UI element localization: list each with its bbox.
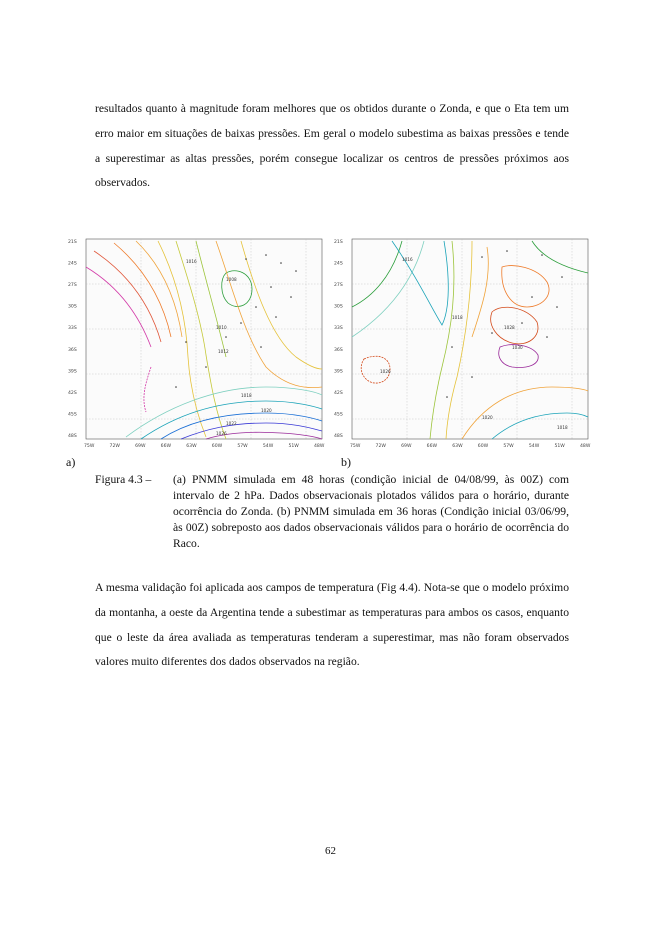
y-tick-label: 21S [68, 240, 77, 245]
y-tick-label: 30S [334, 304, 343, 310]
contour-label: 1008 [226, 277, 237, 282]
contour-label: 1018 [241, 393, 252, 398]
x-tick-label: 63W [452, 444, 463, 449]
y-tick-label: 24S [334, 261, 343, 267]
body-paragraph-1: resultados quanto à magnitude foram melhores que os obtidos durante o Zonda, e que o Eta tem um erro maior em situações de baixas pressões. Em geral o modelo subestima as baixas pressões e tende a superestimar as altas pressões, porém consegue localizar os centros de pressões próximos aos observados. [95, 102, 569, 190]
contour-label: 1016 [186, 259, 197, 264]
figure-panel-label-a: a) [66, 455, 76, 469]
contour-label: 1018 [452, 315, 463, 320]
y-tick-label: 33S [68, 326, 77, 332]
x-tick-label: 60W [211, 444, 223, 449]
caption-body: (a) PNMM simulada em 48 horas (condição inicial de 04/08/99, às 00Z) com intervalo de 2 hPa. Dados observacionais plotados válidos para o horário, durante ocorrência do Zonda. (b) PNMM simulada em 36 horas (Condição inicial 03/06/99, às 00Z) sobreposto aos dados observacionais válidos para o horário de ocorrência do Raco. [173, 473, 569, 550]
y-tick-label: 36S [68, 347, 77, 353]
contour-label: 1026 [216, 431, 227, 436]
y-tick-label: 45S [68, 412, 77, 418]
y-tick-label: 21S [334, 240, 343, 245]
x-tick-label: 48W [314, 444, 325, 449]
y-tick-label: 33S [334, 326, 343, 332]
x-tick-label: 54W [262, 444, 274, 449]
y-tick-label: 24S [68, 261, 77, 267]
contour-label: 1020 [482, 415, 493, 420]
contour-label: 1026 [380, 369, 391, 374]
pressure-map-b [332, 237, 594, 449]
caption-lead: Figura 4.3 – [95, 473, 152, 486]
contour-label: 1016 [402, 257, 413, 262]
contour-label: 1018 [557, 425, 568, 430]
x-tick-label: 66W [160, 444, 172, 449]
y-tick-label: 30S [68, 304, 77, 310]
x-tick-label: 66W [426, 444, 438, 449]
y-tick-label: 48S [68, 434, 77, 439]
x-tick-label: 63W [186, 444, 197, 449]
y-tick-label: 36S [334, 347, 343, 353]
y-tick-label: 27S [68, 283, 77, 289]
x-tick-label: 75W [84, 444, 95, 449]
y-tick-label: 39S [334, 369, 343, 375]
y-tick-label: 45S [334, 412, 343, 418]
contour-label: 1022 [226, 421, 237, 426]
figure-panel-label-b: b) [341, 455, 351, 469]
page-number: 62 [325, 845, 336, 857]
contour-label: 1020 [261, 408, 272, 413]
contour-label: 1028 [504, 325, 515, 330]
x-tick-label: 60W [477, 444, 489, 449]
x-tick-label: 69W [135, 444, 146, 449]
x-tick-label: 72W [375, 444, 386, 449]
y-tick-label: 27S [334, 283, 343, 289]
y-tick-label: 39S [68, 369, 77, 375]
x-tick-label: 69W [401, 444, 412, 449]
x-tick-label: 48W [580, 444, 591, 449]
x-tick-label: 54W [528, 444, 540, 449]
contour-label: 1030 [512, 345, 523, 350]
y-tick-label: 48S [334, 434, 343, 439]
x-tick-label: 51W [288, 444, 299, 449]
contour-label: 1010 [216, 325, 227, 330]
x-tick-label: 75W [350, 444, 361, 449]
pressure-map-a [66, 237, 328, 449]
figure-caption [95, 472, 569, 552]
y-tick-label: 42S [334, 390, 343, 396]
body-paragraph-2: A mesma validação foi aplicada aos campos de temperatura (Fig 4.4). Nota-se que o modelo próximo da montanha, a oeste da Argentina tende a subestimar as temperaturas para ambos os casos, enquanto que o leste da área avaliada as temperaturas tenderam a superestimar, mas não foram observados valores muito diferentes dos dados observados na região. [95, 581, 569, 669]
x-tick-label: 57W [503, 444, 514, 449]
x-tick-label: 72W [109, 444, 120, 449]
contour-label: 1012 [218, 349, 229, 354]
x-tick-label: 57W [237, 444, 248, 449]
x-tick-label: 51W [554, 444, 565, 449]
y-tick-label: 42S [68, 390, 77, 396]
